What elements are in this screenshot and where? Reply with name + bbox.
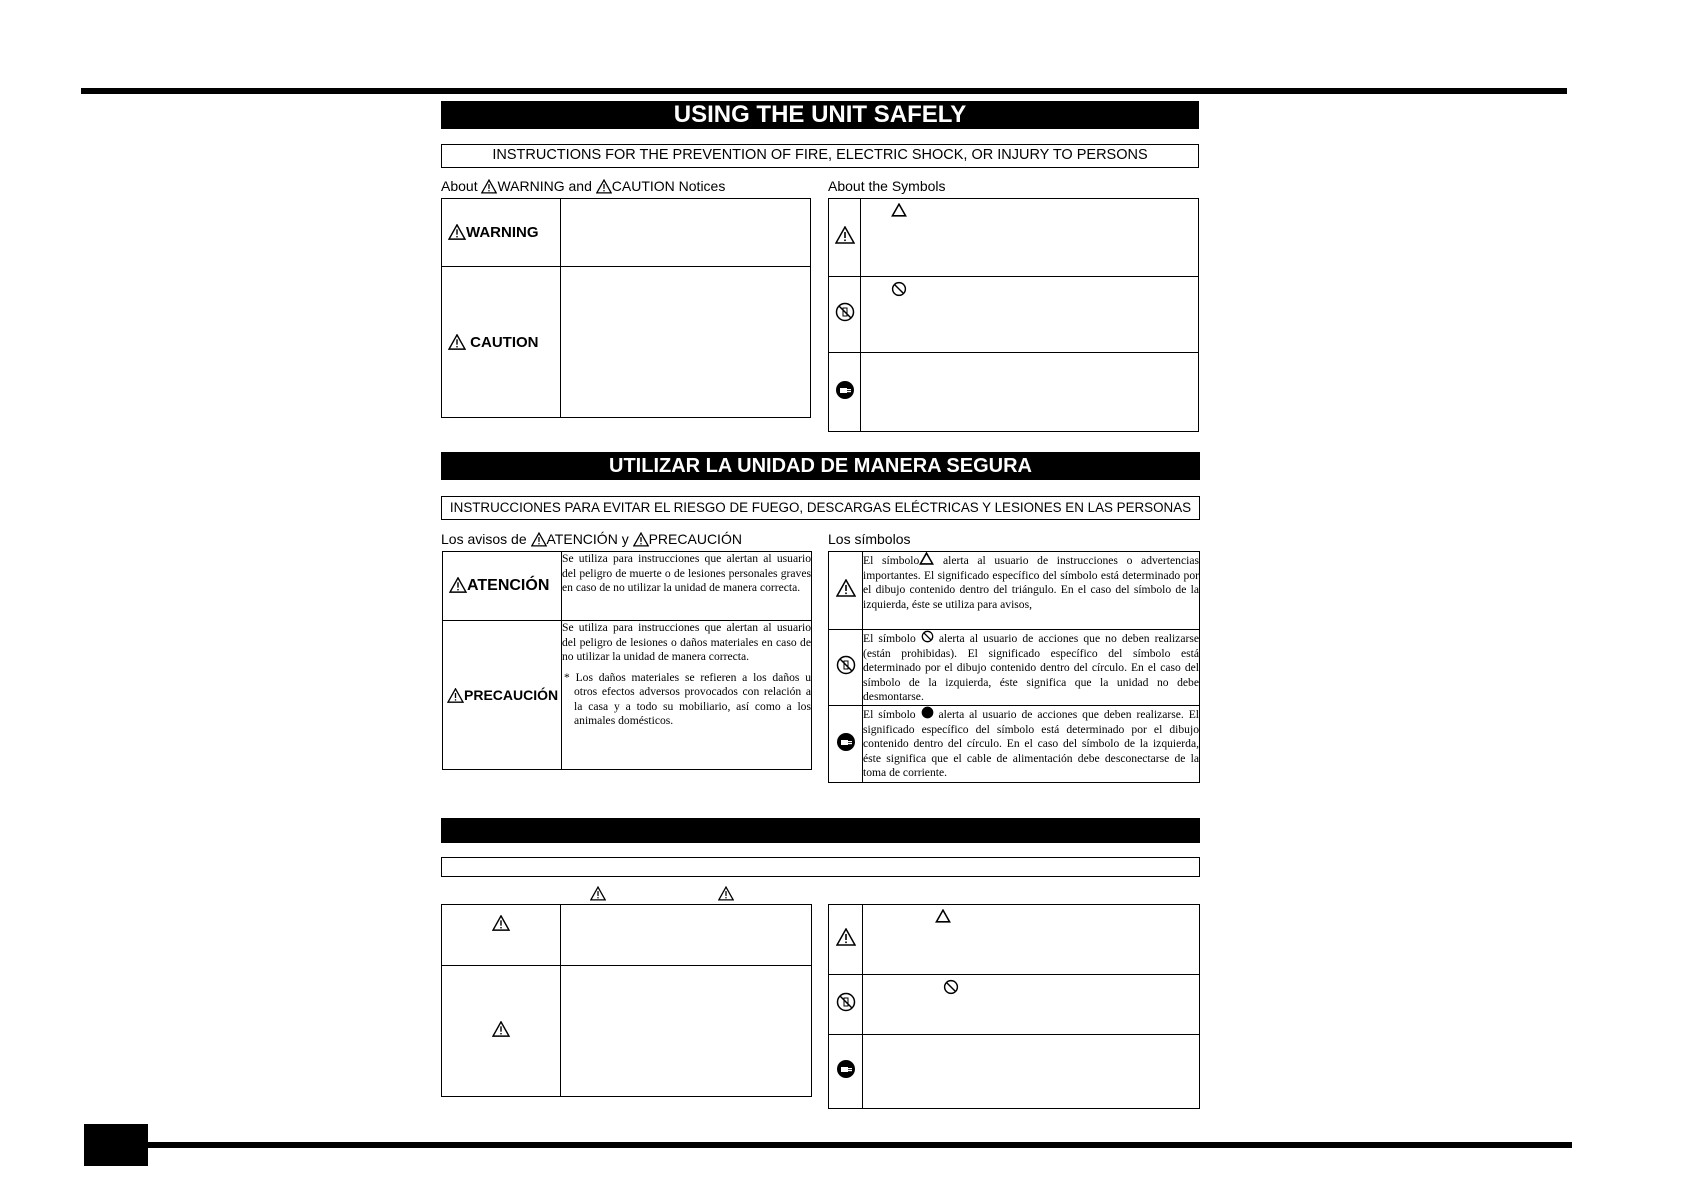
precaucion-tag-cell [443, 621, 562, 770]
english-subtitle: INSTRUCTIONS FOR THE PREVENTION OF FIRE, ELECTRIC SHOCK, OR INJURY TO PERSONS [492, 147, 1148, 163]
warning-triangle-icon [448, 224, 466, 240]
warning-triangle-icon [836, 579, 856, 597]
no-disassembly-icon [835, 302, 855, 322]
no-disassembly-icon [836, 992, 856, 1012]
caution-desc-cell [561, 267, 811, 418]
prohibited-circle-icon [891, 281, 907, 297]
warning-tag: WARNING [466, 224, 539, 241]
spanish-symbols-label: Los símbolos [828, 531, 911, 547]
spanish-subtitle-box [441, 496, 1200, 520]
third-notices-label-2 [718, 886, 734, 906]
english-notices-table [441, 198, 811, 418]
warning-tag-cell [442, 199, 561, 267]
english-subtitle-box [441, 144, 1199, 168]
warning-triangle-icon [596, 179, 612, 194]
warning-triangle-icon [492, 915, 510, 931]
atencion-tag-cell [443, 552, 562, 621]
warning-triangle-icon [481, 179, 497, 194]
page-number-tab [84, 1124, 148, 1166]
warning-triangle-icon [449, 577, 467, 593]
warning-triangle-icon [935, 909, 951, 923]
precaucion-tag: PRECAUCIÓN [464, 687, 559, 703]
spanish-title: UTILIZAR LA UNIDAD DE MANERA SEGURA [609, 455, 1032, 477]
caution-tag: CAUTION [470, 333, 539, 351]
warning-triangle-icon [448, 334, 466, 350]
sym-action-desc: El símbolo alerta al usuario de acciones que deben realizarse. El significado específico del símbolo está determinado por el dibujo contenido dentro del círculo. En el caso del símbolo de la izquierda, éste significa que el cable de alimentación debe desconectarse de la toma de corriente. [863, 706, 1200, 783]
third-notices-table [441, 904, 812, 1097]
spanish-symbols-table [828, 551, 1200, 783]
warning-triangle-icon [919, 552, 934, 565]
unplug-icon [835, 380, 855, 400]
sym-triangle-desc: El símbolo alerta al usuario de instrucciones o advertencias importantes. El significado específico del símbolo está determinado por el dibujo contenido dentro del triángulo. En el caso del símbolo de la izquierda, éste se utiliza para avisos, [863, 552, 1200, 630]
warning-desc-cell [561, 199, 811, 267]
third-symbols-table [828, 904, 1200, 1109]
warning-triangle-icon [718, 886, 734, 901]
precaucion-desc: Se utiliza para instrucciones que alertan al usuario del peligro de lesiones o daños materiales en caso de no utilizar la unidad de manera correcta. * Los daños materiales se refieren a los daños u otros efectos adversos provocados con relación a la casa y a todo su mobiliario, así como a los animales domésticos. [562, 621, 812, 770]
prohibited-circle-icon [943, 979, 959, 995]
warning-triangle-icon [891, 203, 907, 217]
warning-triangle-icon [447, 688, 464, 703]
warning-triangle-icon [836, 928, 856, 946]
atencion-desc: Se utiliza para instrucciones que alertan al usuario del peligro de muerte o de lesiones personales graves en caso de no utilizar la unidad de manera correcta. [562, 552, 812, 621]
precaucion-note: * Los daños materiales se refieren a los daños u otros efectos adversos provocados con relación a la casa y a todo su mobiliario, así como a los animales domésticos. [564, 670, 811, 727]
spanish-notices-table [442, 551, 812, 770]
warning-triangle-icon [835, 226, 855, 244]
spanish-notices-label: Los avisos de ATENCIÓN y PRECAUCIÓN [441, 531, 742, 547]
atencion-tag: ATENCIÓN [467, 577, 550, 594]
bottom-rule [146, 1142, 1572, 1148]
english-title: USING THE UNIT SAFELY [673, 101, 967, 128]
third-title-banner [441, 818, 1200, 843]
english-title-banner [441, 101, 1199, 129]
spanish-subtitle: INSTRUCCIONES PARA EVITAR EL RIESGO DE FUEGO, DESCARGAS ELÉCTRICAS Y LESIONES EN LAS PERSONAS [449, 500, 1192, 515]
warning-triangle-icon [492, 1021, 510, 1037]
third-subtitle-box [441, 857, 1200, 877]
warning-triangle-icon [531, 532, 547, 547]
unplug-icon [836, 732, 856, 752]
filled-circle-icon [921, 706, 934, 719]
english-symbols-label: About the Symbols [828, 178, 946, 194]
english-symbols-table [828, 198, 1199, 432]
prohibited-circle-icon [921, 630, 934, 643]
warning-triangle-icon [633, 532, 649, 547]
english-notices-label: About WARNING and CAUTION Notices [441, 178, 726, 194]
third-notices-label [590, 886, 606, 906]
caution-tag-cell [442, 267, 561, 418]
spanish-title-banner [441, 452, 1200, 480]
no-disassembly-icon [836, 655, 856, 675]
warning-triangle-icon [590, 886, 606, 901]
unplug-icon [836, 1059, 856, 1079]
top-rule [81, 88, 1567, 94]
sym-prohibit-desc: El símbolo alerta al usuario de acciones que no deben realizarse (están prohibidas). El significado específico del símbolo está determinado por el dibujo contenido dentro del círculo. En el caso del símbolo de la izquierda, éste significa que la unidad no debe desmontarse. [863, 630, 1200, 706]
